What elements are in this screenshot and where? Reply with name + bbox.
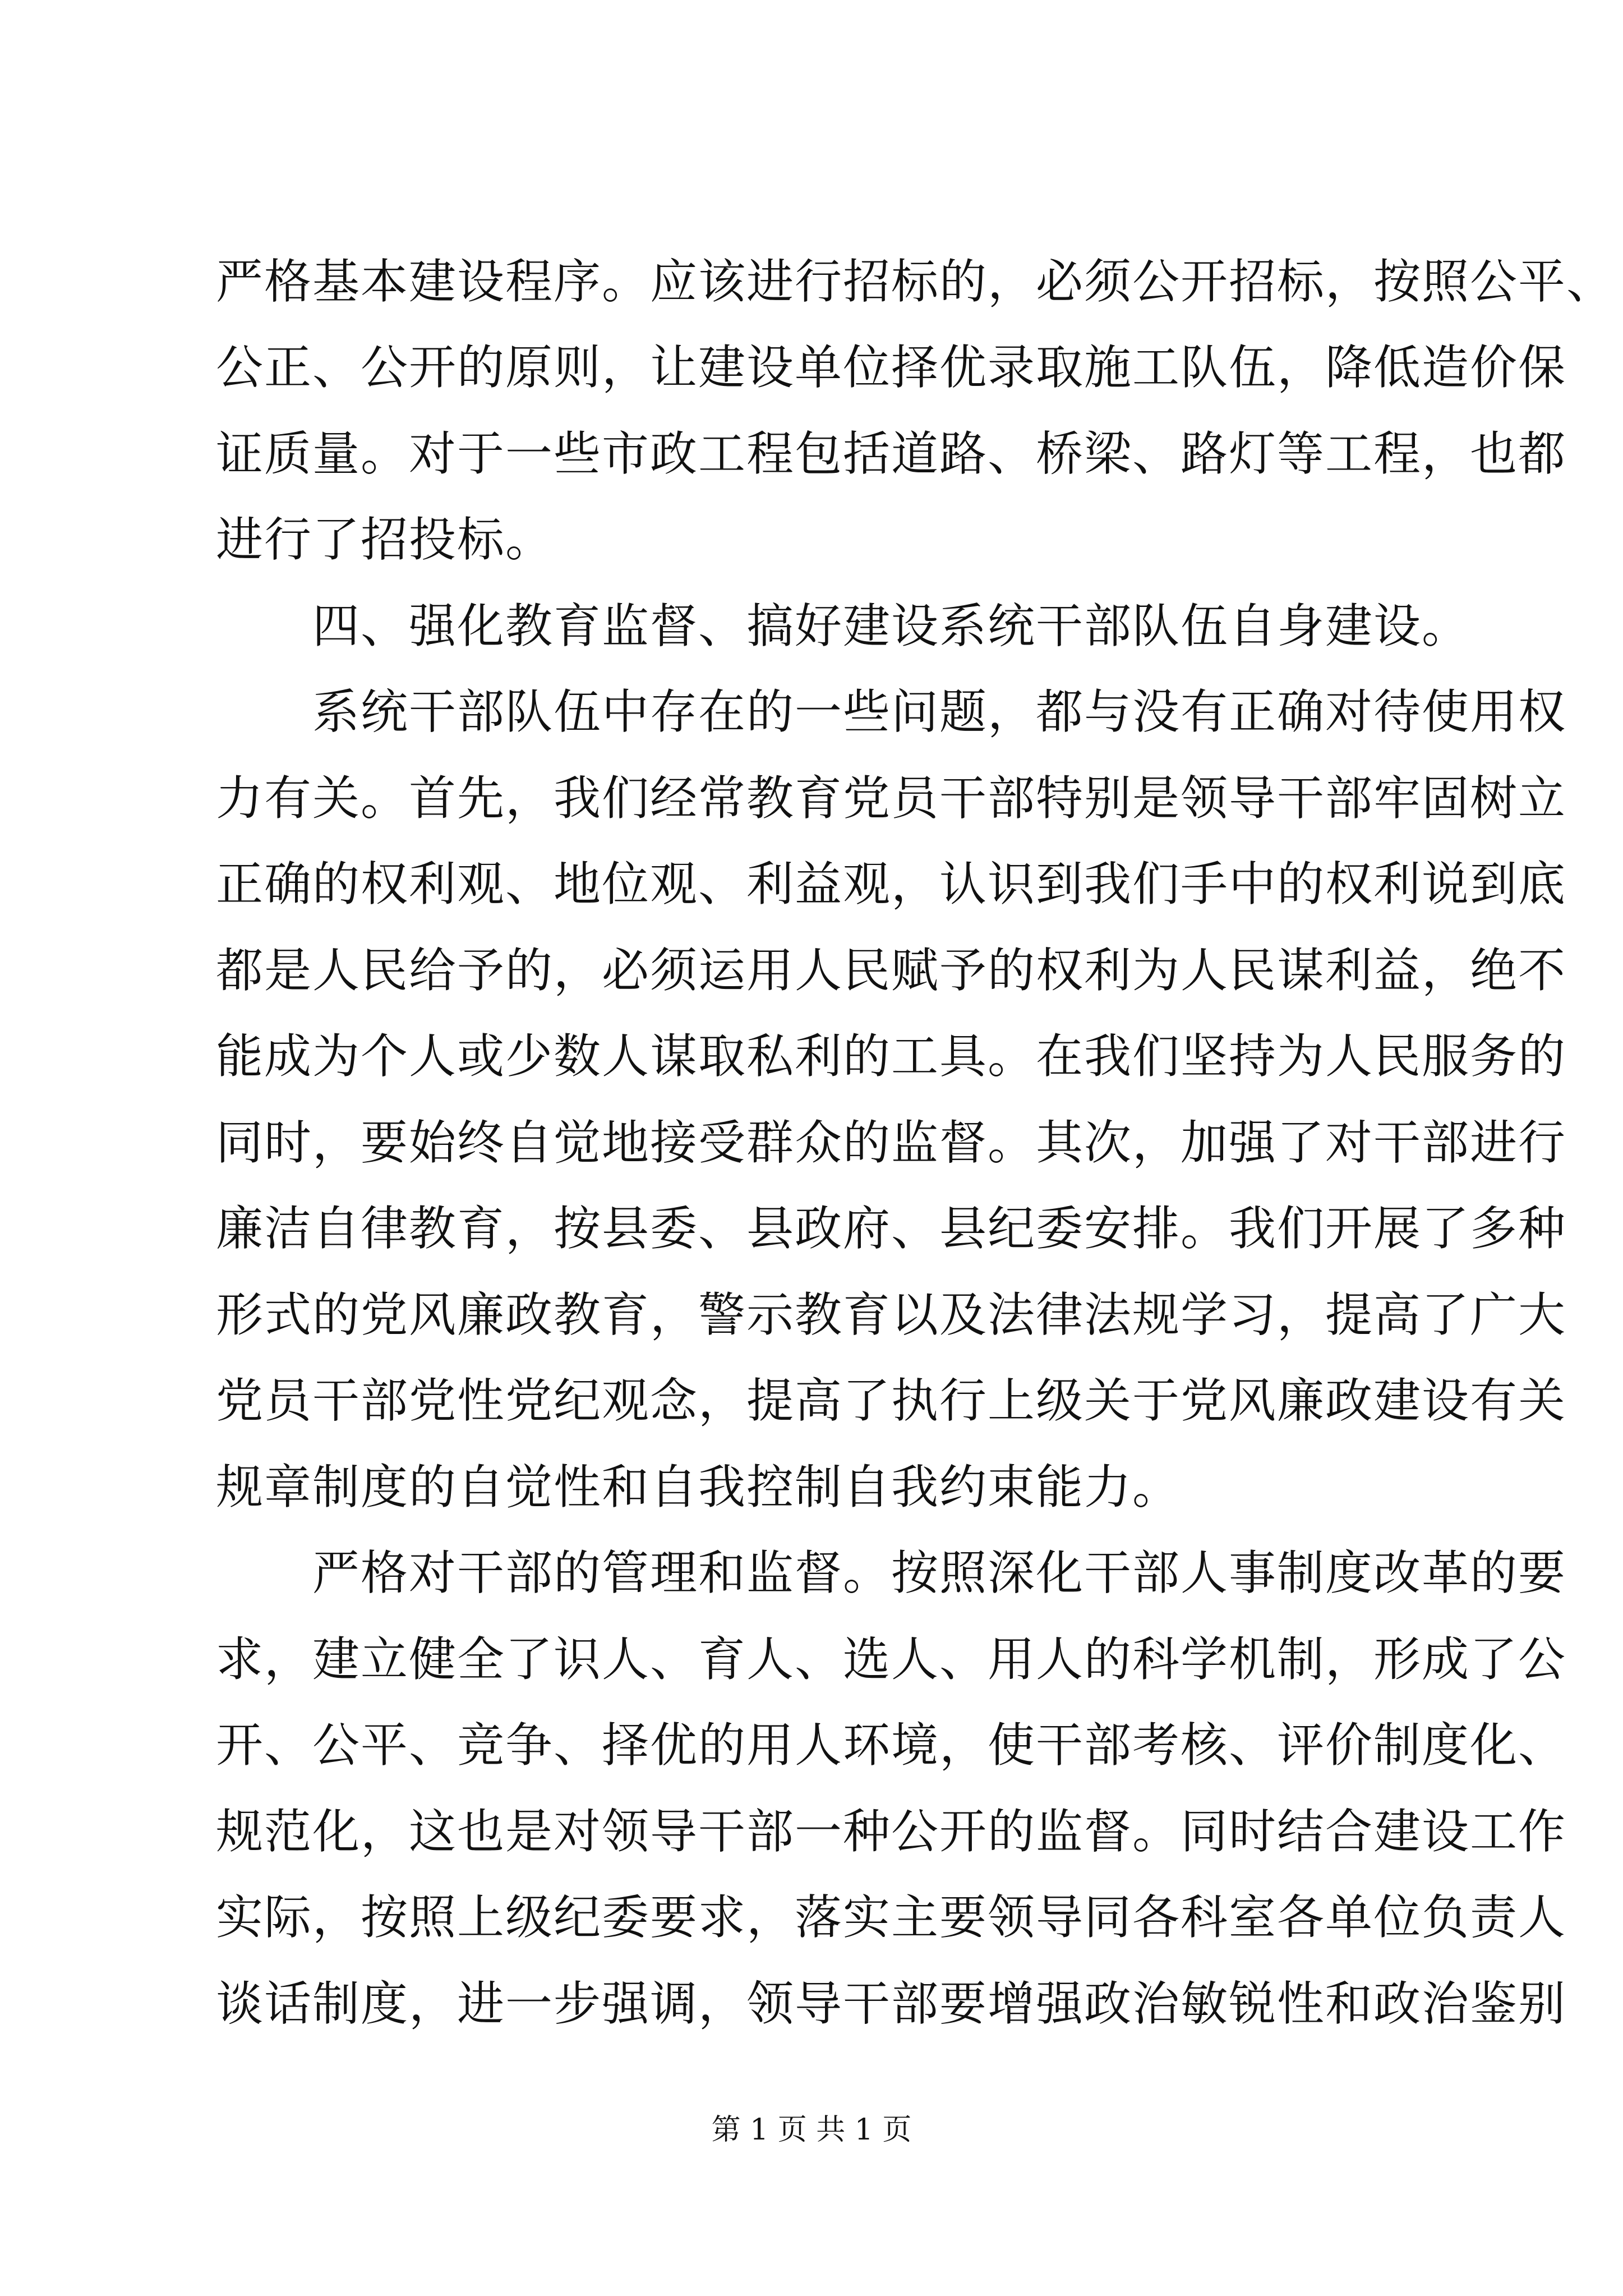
text-line: 力有关。首先，我们经常教育党员干部特别是领导干部牢固树立 — [216, 771, 1567, 826]
text-line: 开、公平、竞争、择优的用人环境，使干部考核、评价制度化、 — [216, 1718, 1567, 1773]
text-line: 证质量。对于一些市政工程包括道路、桥梁、路灯等工程，也都 — [216, 426, 1567, 481]
text-line: 规章制度的自觉性和自我控制自我约束能力。 — [216, 1460, 1181, 1515]
text-line: 实际，按照上级纪委要求，落实主要领导同各科室各单位负责人 — [216, 1890, 1567, 1945]
text-line: 严格对干部的管理和监督。按照深化干部人事制度改革的要 — [216, 1545, 1567, 1600]
text-line: 严格基本建设程序。应该进行招标的，必须公开招标，按照公平、 — [216, 254, 1615, 309]
text-line: 都是人民给予的，必须运用人民赋予的权利为人民谋利益，绝不 — [216, 943, 1567, 998]
text-line: 公正、公开的原则，让建设单位择优录取施工队伍，降低造价保 — [216, 340, 1567, 395]
text-line: 进行了招投标。 — [216, 512, 554, 567]
text-line: 求，建立健全了识人、育人、选人、用人的科学机制，形成了公 — [216, 1632, 1567, 1687]
text-line: 正确的权利观、地位观、利益观，认识到我们手中的权利说到底 — [216, 857, 1567, 912]
text-line: 党员干部党性党纪观念，提高了执行上级关于党风廉政建设有关 — [216, 1373, 1567, 1428]
page-number-footer: 第 1 页 共 1 页 — [711, 2113, 912, 2147]
section-heading: 四、强化教育监督、搞好建设系统干部队伍自身建设。 — [216, 599, 1470, 654]
text-line: 同时，要始终自觉地接受群众的监督。其次，加强了对干部进行 — [216, 1115, 1567, 1170]
text-line: 形式的党风廉政教育，警示教育以及法律法规学习，提高了广大 — [216, 1287, 1567, 1342]
text-line: 能成为个人或少数人谋取私利的工具。在我们坚持为人民服务的 — [216, 1029, 1567, 1084]
text-line: 廉洁自律教育，按县委、县政府、县纪委安排。我们开展了多种 — [216, 1201, 1567, 1256]
text-line: 系统干部队伍中存在的一些问题，都与没有正确对待使用权 — [216, 684, 1567, 739]
text-line: 谈话制度，进一步强调，领导干部要增强政治敏锐性和政治鉴别 — [216, 1976, 1567, 2031]
text-line: 规范化，这也是对领导干部一种公开的监督。同时结合建设工作 — [216, 1804, 1567, 1859]
